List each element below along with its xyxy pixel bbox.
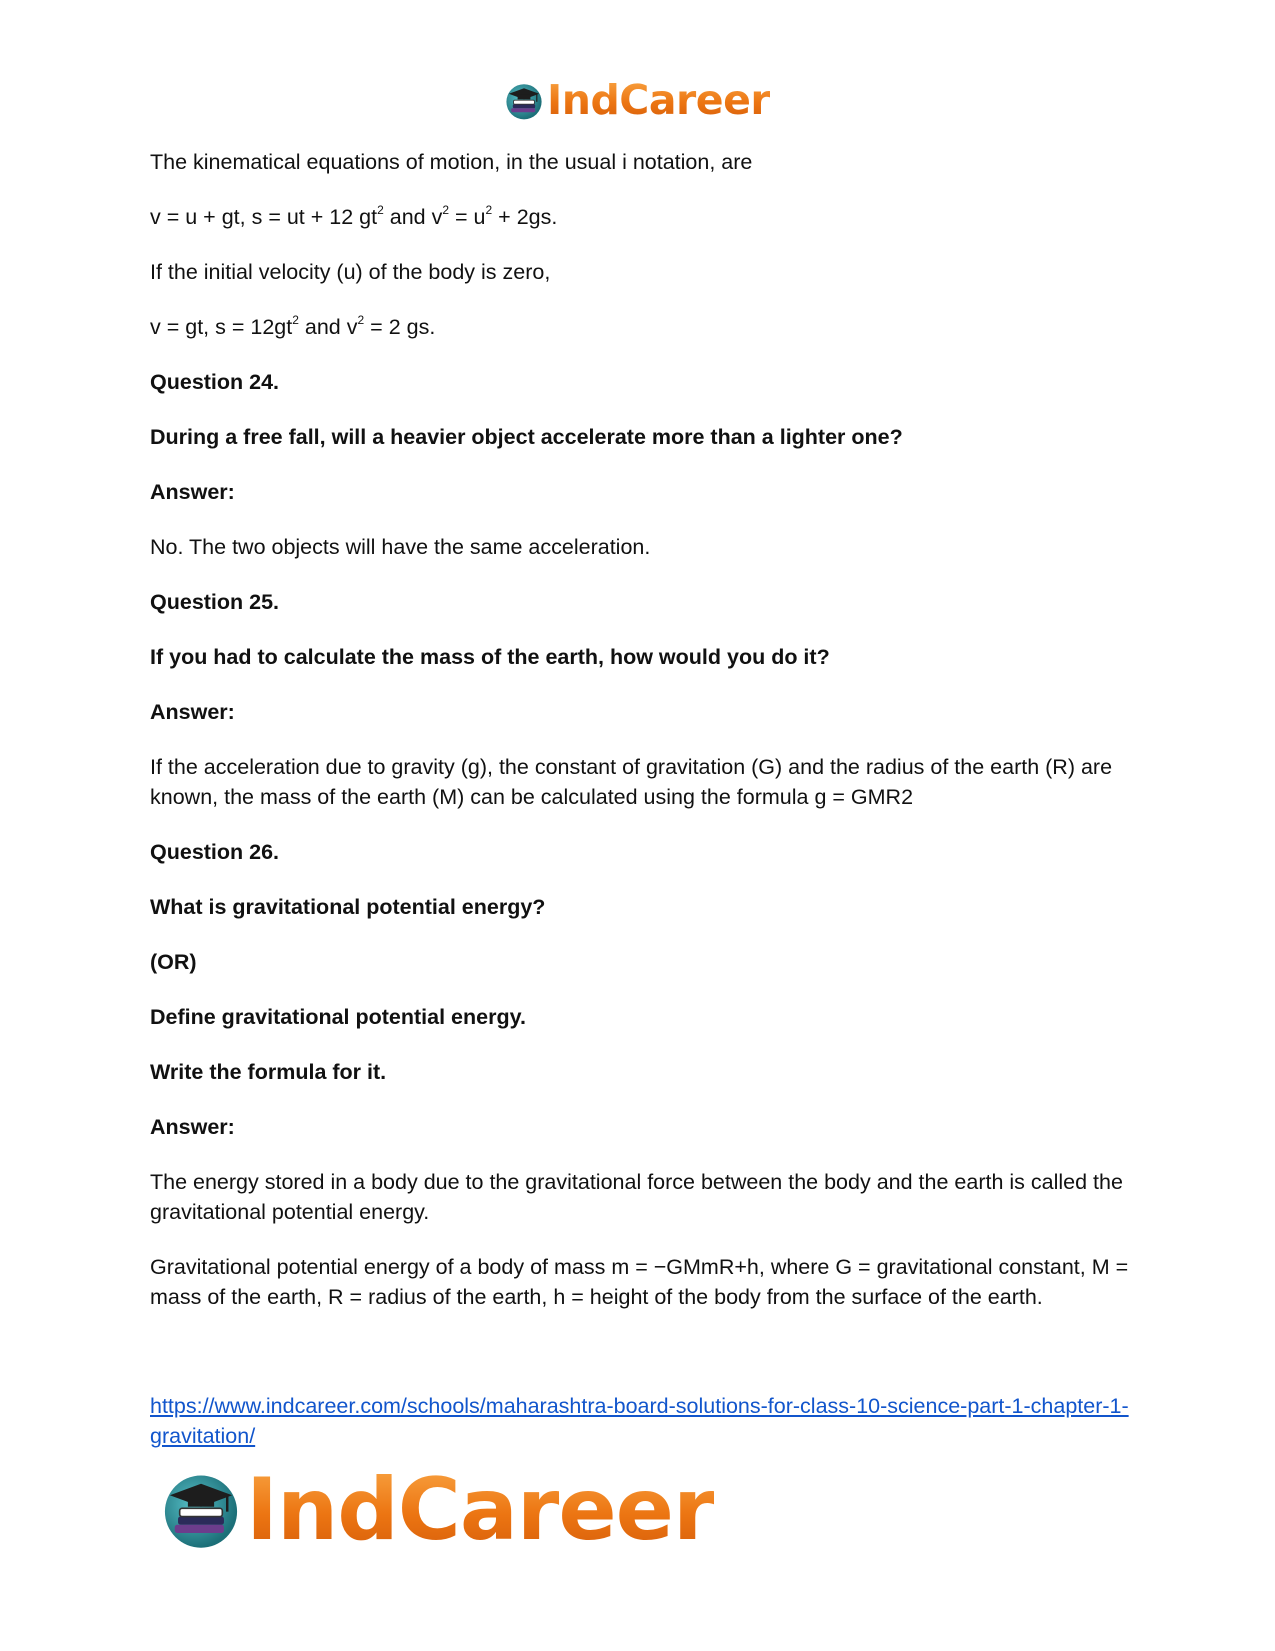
answer-label: Answer: xyxy=(150,1115,235,1139)
logo-text: IndCareer xyxy=(246,1460,715,1560)
document-body xyxy=(150,147,1130,1337)
question-26-or: (OR) xyxy=(150,950,197,974)
graduation-cap-books-icon xyxy=(160,1469,242,1551)
question-24-heading: Question 24. xyxy=(150,370,280,394)
question-24-text: During a free fall, will a heavier object accelerate more than a lighter one? xyxy=(150,425,903,449)
question-25-heading: Question 25. xyxy=(150,590,280,614)
question-26-answer-1: The energy stored in a body due to the gravitational force between the body and the earth is called the gravitational potential energy. xyxy=(150,1170,1123,1224)
answer-label: Answer: xyxy=(150,480,235,504)
logo-text: IndCareer xyxy=(547,76,771,124)
answer-label: Answer: xyxy=(150,700,235,724)
footer-logo xyxy=(160,1460,715,1560)
question-26-answer-2: Gravitational potential energy of a body of mass m = −GMmR+h, where G = gravitational constant, M = mass of the earth, R = radius of the earth, h = height of the body from the surface of the earth. xyxy=(150,1255,1129,1309)
header-logo xyxy=(504,76,771,124)
question-25-answer: If the acceleration due to gravity (g), the constant of gravitation (G) and the radius of the earth (R) are known, the mass of the earth (M) can be calculated using the formula g = GMR2 xyxy=(150,755,1113,809)
question-26-heading: Question 26. xyxy=(150,840,280,864)
source-link-block xyxy=(150,1391,1140,1451)
equation-line-2: v = gt, $s = 12gt^2$ and $v^2 = 2$ gs. xyxy=(150,312,436,339)
source-link[interactable]: https://www.indcareer.com/schools/maharashtra-board-solutions-for-class-10-science-part-1-chapter-1-gravitation/ xyxy=(150,1394,1129,1448)
paragraph-initial-velocity: If the initial velocity (u) of the body is zero, xyxy=(150,260,551,284)
equation-line-1: v = u + gt, s = ut + 12 $gt^2$ and $v^2 = u^2 + 2gs$. xyxy=(150,202,558,229)
question-25-text: If you had to calculate the mass of the earth, how would you do it? xyxy=(150,645,830,669)
graduation-cap-books-icon xyxy=(504,81,544,121)
question-24-answer: No. The two objects will have the same acceleration. xyxy=(150,535,651,559)
question-26-define: Define gravitational potential energy. xyxy=(150,1005,526,1029)
question-26-text: What is gravitational potential energy? xyxy=(150,895,546,919)
question-26-formula: Write the formula for it. xyxy=(150,1060,387,1084)
paragraph-kinematics-intro: The kinematical equations of motion, in the usual i notation, are xyxy=(150,150,753,174)
